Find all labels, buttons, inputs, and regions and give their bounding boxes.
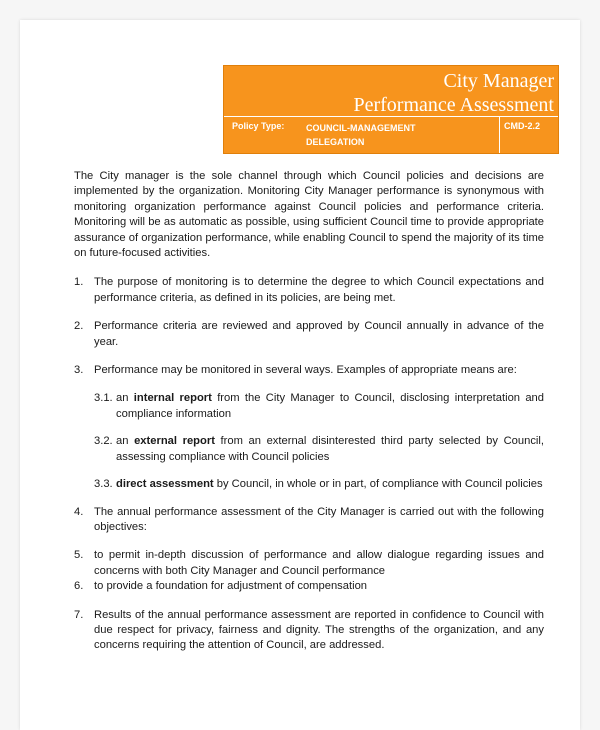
item-number: 4. <box>74 505 84 518</box>
item-number: 3. <box>74 364 84 377</box>
sub-item-number: 3.3. <box>94 478 113 491</box>
list-item <box>74 363 544 378</box>
header-divider <box>224 116 558 117</box>
item-text: Performance may be monitored in several ways. Examples of appropriate means are: <box>94 364 517 377</box>
item-number: 5. <box>74 549 84 562</box>
list-item <box>74 548 544 579</box>
sub-item-rest: from the City Manager to Council, disclosing interpretation and compliance information <box>116 392 545 420</box>
policy-header <box>223 65 559 154</box>
sub-item-prefix: an <box>116 392 129 405</box>
item-number: 2. <box>74 320 84 333</box>
item-number: 6. <box>74 580 84 593</box>
sub-item-rest: from an external disinterested third party selected by Council, assessing compliance with Council policies <box>116 435 544 463</box>
sub-item-text <box>116 477 544 492</box>
policy-type-value: COUNCIL-MANAGEMENT DELEGATION <box>306 123 416 147</box>
sub-item-text <box>116 391 544 422</box>
item-text: Results of the annual performance assessment are reported in confidence to Council with due respect for privacy, fairness and dignity. The strengths of the organization, and any concerns requiring the attention of Council, are addressed. <box>94 608 544 652</box>
sub-item <box>94 434 544 465</box>
sub-item-rest: by Council, in whole or in part, of compliance with Council policies <box>213 478 543 491</box>
intro-paragraph: The City manager is the sole channel through which Council policies and decisions are implemented by the organization. Monitoring City Manager performance is synonymous with monitoring organization performance against Council policies and performance criteria. Monitoring will be as automatic as possible, using sufficient Council time to provide appropriate assurance of organization performance, while enabling Council to spend the majority of its time on future-focused activities. <box>74 170 544 260</box>
sub-item-text <box>116 434 544 465</box>
sub-item-prefix: an <box>116 435 129 448</box>
header-cell-divider <box>499 116 500 153</box>
document-body <box>74 169 544 667</box>
policy-title <box>353 69 554 117</box>
title-line-2: Performance Assessment <box>353 94 554 116</box>
list-item <box>74 579 544 594</box>
list-item <box>74 319 544 350</box>
list-item <box>74 505 544 536</box>
item-number: 7. <box>74 608 84 621</box>
title-line-1: City Manager <box>443 70 554 92</box>
item-text: The annual performance assessment of the City Manager is carried out with the following objectives: <box>94 505 544 533</box>
list-item <box>74 608 544 654</box>
sub-item-keyword: internal report <box>133 392 212 405</box>
sub-item-keyword: external report <box>134 435 215 448</box>
sub-item-keyword: direct assessment <box>116 478 214 491</box>
item-text: to provide a foundation for adjustment of compensation <box>94 580 368 593</box>
item-number: 1. <box>74 276 84 289</box>
sub-item-number: 3.2. <box>94 435 113 448</box>
policy-type-label: Policy Type: <box>232 121 285 131</box>
sub-item <box>94 391 544 422</box>
item-text: to permit in-depth discussion of performance and allow dialogue regarding issues and concerns with both City Manager and Council performance <box>94 549 544 577</box>
policy-code: CMD-2.2 <box>504 121 541 131</box>
item-text: The purpose of monitoring is to determine the degree to which Council expectations and performance criteria, as defined in its policies, are being met. <box>94 276 544 304</box>
sub-item <box>94 477 544 492</box>
document-page <box>20 20 580 730</box>
list-item <box>74 275 544 306</box>
sub-item-number: 3.1. <box>94 392 113 405</box>
item-text: Performance criteria are reviewed and approved by Council annually in advance of the year. <box>94 320 544 348</box>
